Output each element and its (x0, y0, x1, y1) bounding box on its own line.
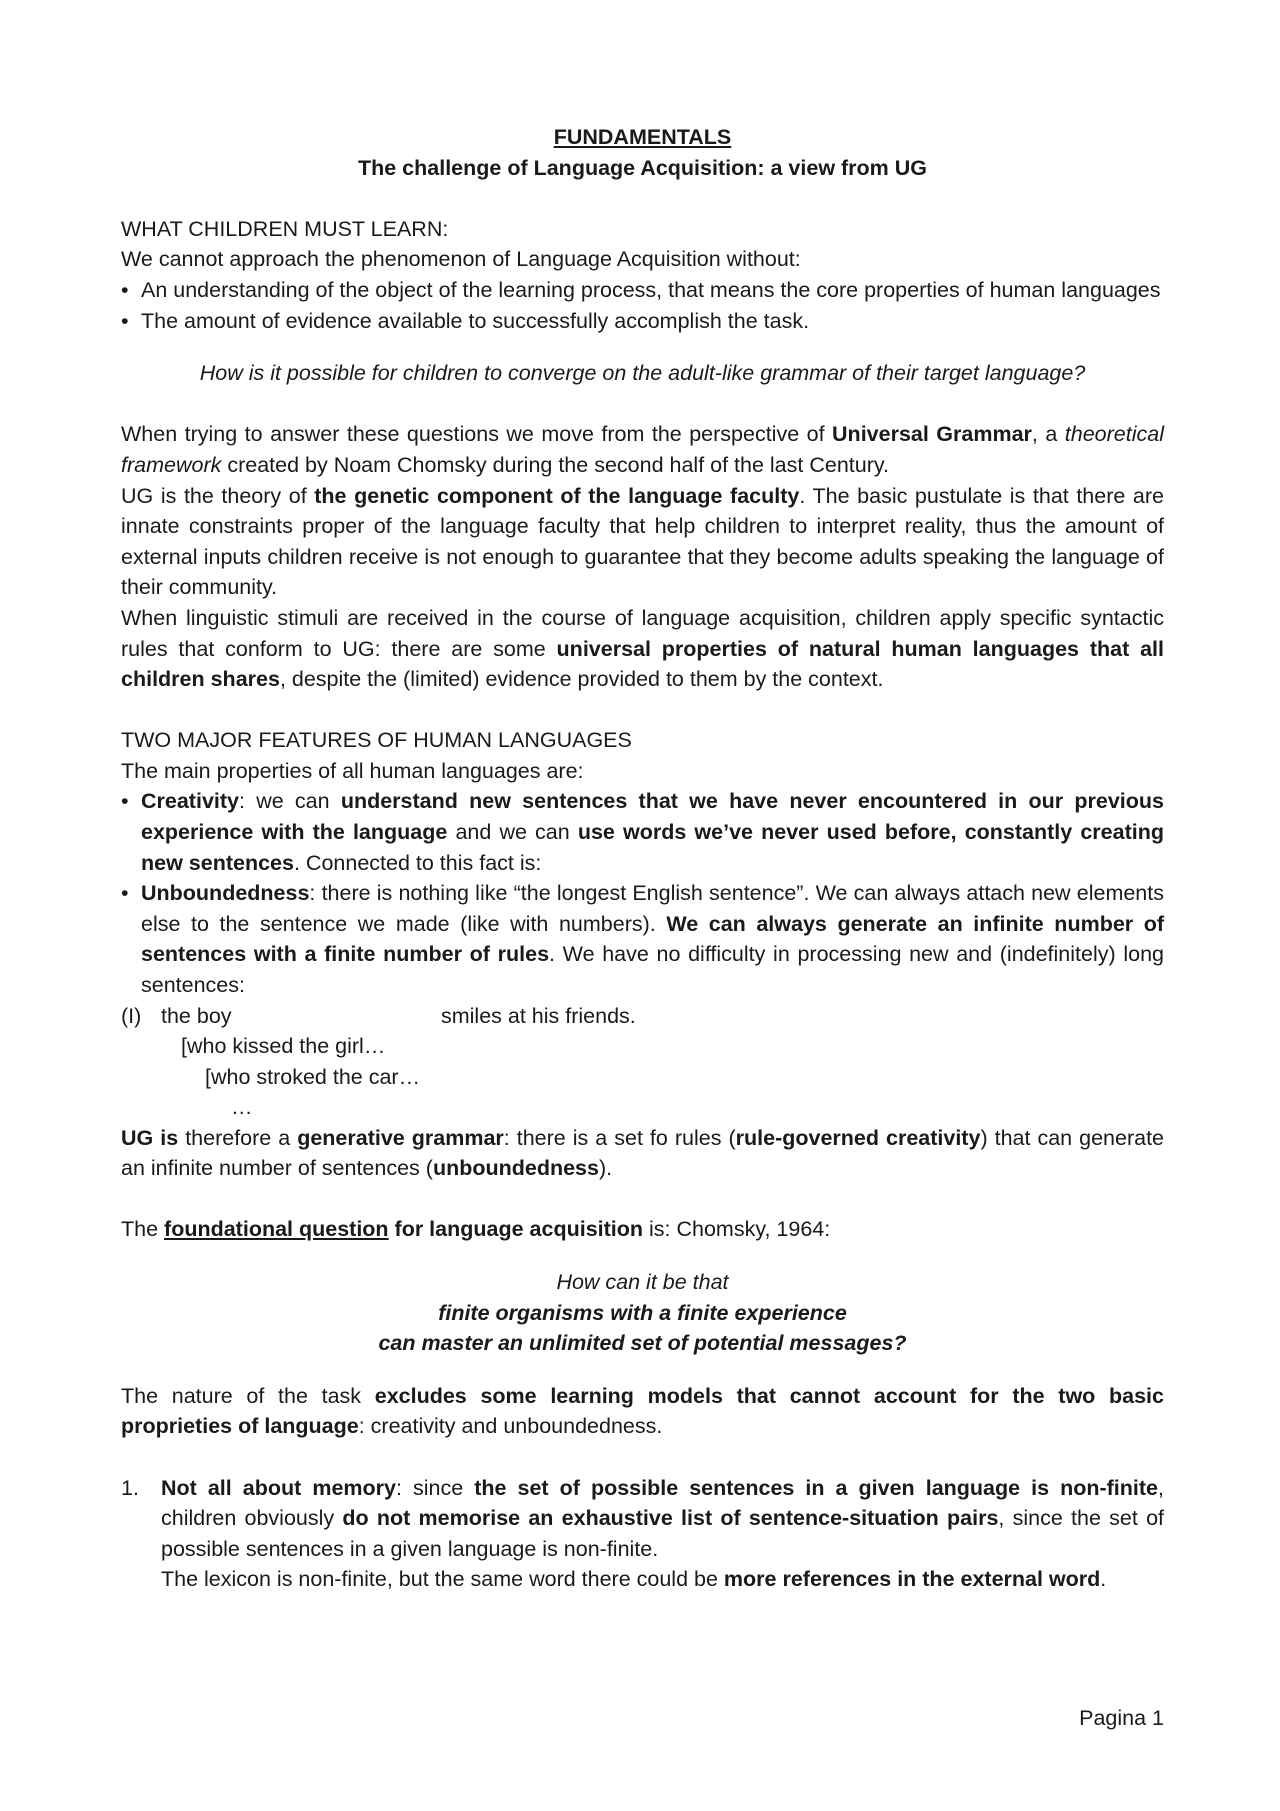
example-sentence (121, 1001, 1164, 1123)
nature-of-task-paragraph: The nature of the task excludes some learning models that cannot account for the two basic proprieties of language: creativity and unboundedness. (121, 1383, 1164, 1439)
ug-paragraph-1: When trying to answer these questions we move from the perspective of Universal Grammar, a theoretical framework created by Noam Chomsky during the second half of the last Century. (121, 422, 1164, 477)
section1-bullet-list (121, 275, 1164, 336)
document-title: FUNDAMENTALS (553, 125, 732, 149)
quote-line-2: finite organisms with a finite experience (438, 1300, 847, 1325)
section2-intro: The main properties of all human languages are: (121, 758, 584, 783)
example-line-1b: smiles at his friends. (441, 1003, 636, 1028)
section-heading-two-major-features: TWO MAJOR FEATURES OF HUMAN LANGUAGES (121, 728, 632, 753)
document-subtitle: The challenge of Language Acquisition: a view from UG (357, 155, 928, 180)
list-item-creativity: • Creativity: we can understand new sentences that we have never encountered in our previous experience with the language and we can use words we’ve never used before, constantly creating new sentences. Connected to this fact is: (121, 786, 1164, 878)
research-question: How is it possible for children to converge on the adult-like grammar of their target language? (199, 361, 1086, 386)
chomsky-quote (121, 1267, 1164, 1359)
foundational-question-paragraph: The foundational question for language acquisition is: Chomsky, 1964: (121, 1217, 831, 1242)
list-item: • The amount of evidence available to successfully accomplish the task. (121, 306, 1164, 337)
ug-paragraph-3: When linguistic stimuli are received in the course of language acquisition, children apply specific syntactic rules that conform to UG: there are some universal properties of natural human languages that all children shares, despite the (limited) evidence provided to them by the context. (121, 605, 1164, 692)
quote-line-1: How can it be that (556, 1270, 729, 1294)
features-bullet-list (121, 786, 1164, 1000)
example-line-2: [who kissed the girl… (181, 1034, 386, 1059)
learning-models-list (121, 1473, 1164, 1595)
list-item-unboundedness: • Unboundedness: there is nothing like “the longest English sentence”. We can always attach new elements else to the sentence we made (like with numbers). We can always generate an infinite number of sentences with a finite number of rules. We have no difficulty in processing new and (indefinitely) long sentences: (121, 878, 1164, 1000)
ug-paragraph-2: UG is the theory of the genetic component of the language faculty. The basic pustulate is that there are innate constraints proper of the language faculty that help children to interpret reality, thus the amount of external inputs children receive is not enough to guarantee that they become adults speaking the language of their community. (121, 483, 1164, 600)
page-number: Pagina 1 (1079, 1706, 1164, 1730)
example-line-3: [who stroked the car… (205, 1064, 421, 1089)
section1-intro: We cannot approach the phenomenon of Language Acquisition without: (121, 247, 801, 272)
example-marker: (I) (121, 1003, 142, 1028)
list-item-memory: 1. Not all about memory: since the set of possible sentences in a given language is non-finite, children obviously do not memorise an exhaustive list of sentence-situation pairs, since the set of possible sentences in a given language is non-finite. The lexicon is non-finite, but the same word there could be more references in the external word. (121, 1473, 1164, 1595)
list-marker: 1. (121, 1475, 139, 1500)
quote-line-3: can master an unlimited set of potential messages? (378, 1331, 907, 1356)
list-item: • An understanding of the object of the learning process, that means the core properties of human languages (121, 275, 1164, 306)
section-heading-what-children-must-learn: WHAT CHILDREN MUST LEARN: (121, 216, 449, 241)
example-line-1a: the boy (161, 1003, 232, 1028)
example-line-4: … (231, 1095, 253, 1120)
generative-grammar-paragraph: UG is therefore a generative grammar: there is a set fo rules (rule-governed creativity) that can generate an infinite number of sentences (unboundedness). (121, 1125, 1165, 1181)
